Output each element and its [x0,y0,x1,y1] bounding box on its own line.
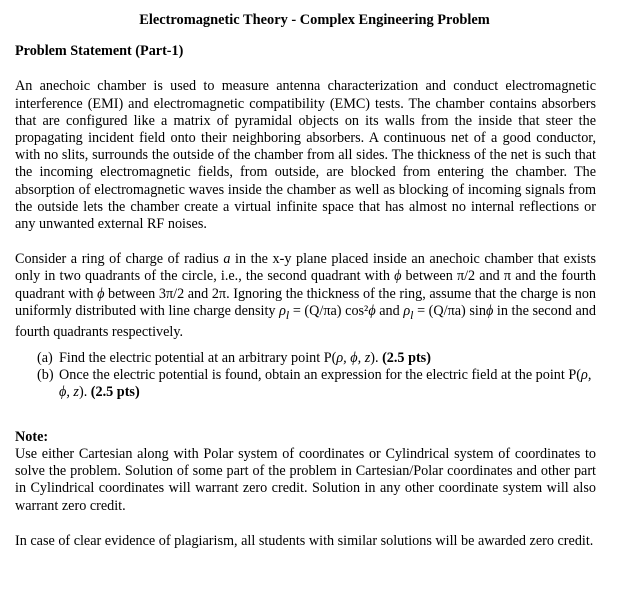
note-heading: Note: [15,428,49,445]
list-item-b: (b) Once the electric potential is found, obtain an expression for the electric field at the point P(ρ, ϕ, z). (2.5 pts) [37,367,592,401]
document-title: Electromagnetic Theory - Complex Engineering Problem [139,12,490,28]
list-item-a: (a) Find the electric potential at an arbitrary point P(ρ, ϕ, z). (2.5 pts) [37,350,431,367]
list-marker: (a) [37,350,53,367]
paragraph-chamber-description: An anechoic chamber is used to measure antenna characterization and conduct electromagnetic interference (EMI) and electromagnetic compatibility (EMC) tests. The chamber contains absorbers that are configured like a matrix of pyramidal objects on its walls from the inside that steer the propagating incident field onto their neighboring absorbers. A continuous net of a good conductor, with no slits, surrounds the outside of the chamber from all sides. The thickness of the net is such that the incoming electromagnetic fields, from outside, are blocked from entering the chamber. The absorption of electromagnetic waves inside the chamber as well as blocking of incoming signals from the outside lets the chamber create a virtual infinite space that has almost no internal reflections or any unwanted external RF noises. [15,78,596,233]
note-text: Use either Cartesian along with Polar system of coordinates or Cylindrical system of coordinates to solve the problem. Solution of some part of the problem in Cartesian/Polar coordinates and other part in Cylindrical coordinates will warrant zero credit. Solution in any other coordinate system will also warrant zero credit. [15,445,596,514]
plagiarism-text: In case of clear evidence of plagiarism, all students with similar solutions will be awarded zero credit. [15,532,594,549]
points-label: (2.5 pts) [382,350,431,367]
paragraph-ring-of-charge: Consider a ring of charge of radius a in the x-y plane placed inside an anechoic chamber that exists only in two quadrants of the circle, i.e., the second quadrant with ϕ between π/2 and π and the fourth quadrant with ϕ between 3π/2 and 2π. Ignoring the thickness of the ring, assume that the charge is non uniformly distributed with line charge density $\rho_l = (Q/\pi a)$ cos²ϕ and $\rho_l = (Q/\pi a)$ sinϕ in the second and fourth quadrants respectively. [15,251,597,340]
problem-heading: Problem Statement (Part-1) [15,43,184,60]
points-label: (2.5 pts) [90,384,140,401]
list-marker: (b) [37,367,54,384]
question-list [37,350,596,402]
